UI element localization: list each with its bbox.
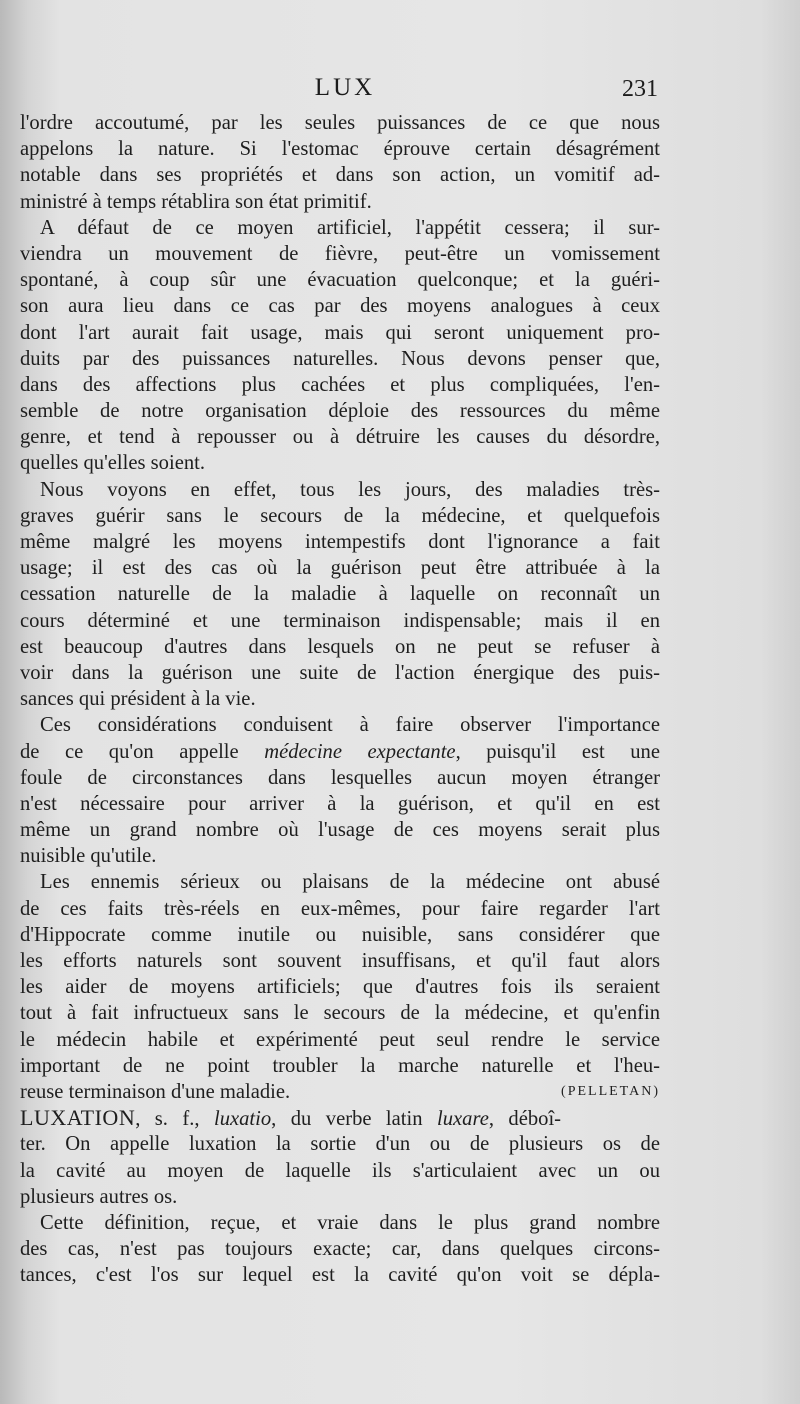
text-line: la cavité au moyen de laquelle ils s'articulaient avec un ou (20, 1159, 660, 1182)
text-line: semble de notre organisation déploie des ressources du même (20, 400, 660, 423)
text-run: de ce qu'on appelle (20, 740, 239, 763)
text-run: , puisqu'il est une (455, 740, 660, 763)
text-line: nuisible qu'utile. (20, 845, 157, 868)
running-head: LUX (314, 74, 376, 101)
text-line: important de ne point troubler la marche naturelle et l'heu- (20, 1054, 660, 1077)
text-line: de ces faits très-réels en eux-mêmes, pour faire regarder l'art (20, 897, 660, 920)
entry-heading-line (20, 1105, 660, 1131)
text-line: duits par des puissances naturelles. Nous devons penser que, (20, 347, 660, 370)
text-line: quelles qu'elles soient. (20, 452, 206, 475)
body-text (20, 110, 660, 1288)
text-line: les aider de moyens artificiels; que d'autres fois ils seraient (20, 976, 660, 999)
latin-verb: luxare (436, 1108, 489, 1131)
text-line: cessation naturelle de la maladie à laquelle on reconnaît un (20, 583, 660, 606)
text-line: notable dans ses propriétés et dans son action, un vomitif ad- (20, 164, 660, 187)
text-line: même un grand nombre où l'usage de ces moyens serait plus (20, 819, 660, 842)
text-line: appelons la nature. Si l'estomac éprouve certain désagrément (20, 138, 660, 161)
text-line: dont l'art aurait fait usage, mais qui seront uniquement pro- (20, 321, 660, 344)
text-line: graves guérir sans le secours de la médecine, et quelquefois (20, 504, 660, 527)
text-line: est beaucoup d'autres dans lesquels on ne peut se refuser à (20, 635, 660, 658)
text-line: son aura lieu dans ce cas par des moyens analogues à ceux (20, 295, 660, 318)
text-line: dans des affections plus cachées et plus compliquées, l'en- (20, 373, 660, 396)
text-line: Les ennemis sérieux ou plaisans de la médecine ont abusé (40, 871, 660, 894)
text-line: les efforts naturels sont souvent insuffisans, et qu'il faut alors (20, 950, 660, 972)
text-run: , déboî- (488, 1108, 562, 1131)
latin-term: luxatio (213, 1108, 272, 1131)
text-line: ministré à temps rétablira son état primitif. (20, 190, 372, 213)
text-line: Nous voyons en effet, tous les jours, des maladies très- (40, 478, 660, 501)
text-line: A défaut de ce moyen artificiel, l'appétit cessera; il sur- (40, 216, 660, 239)
text-line: sances qui président à la vie. (20, 688, 256, 711)
text-line: viendra un mouvement de fièvre, peut-être un vomissement (20, 242, 660, 265)
text-line: plusieurs autres os. (20, 1185, 178, 1208)
text-line: usage; il est des cas où la guérison peut être attribuée à la (20, 557, 660, 580)
text-line: tout à fait infructueux sans le secours de la médecine, et qu'enfin (20, 1002, 660, 1025)
text-line: ter. On appelle luxation la sortie d'un ou de plusieurs os de (20, 1133, 660, 1156)
text-line: cours déterminé et une terminaison indispensable; mais il en (20, 609, 660, 632)
text-line: foule de circonstances dans lesquelles aucun moyen étranger (20, 766, 660, 789)
page-number: 231 (622, 76, 658, 102)
text-line: genre, et tend à repousser ou à détruire les causes du désordre, (20, 426, 660, 449)
text-line (20, 1079, 660, 1105)
text-line: même malgré les moyens intempestifs dont l'ignorance a fait (20, 531, 660, 553)
text-line: Ces considérations conduisent à faire observer l'importance (40, 714, 660, 737)
text-line: Cette définition, reçue, et vraie dans le plus grand nombre (40, 1211, 660, 1234)
text-line: spontané, à coup sûr une évacuation quelconque; et la guéri- (20, 269, 660, 292)
author-signature: (PELLETAN) (561, 1083, 660, 1099)
text-run: reuse terminaison d'une maladie. (20, 1080, 291, 1103)
text-line: le médecin habile et expérimenté peut seul rendre le service (20, 1028, 660, 1051)
text-line: des cas, n'est pas toujours exacte; car, dans quelques circons- (20, 1238, 660, 1261)
entry-term: LUXATION (20, 1105, 136, 1131)
text-line: tances, c'est l'os sur lequel est la cavité qu'on voit se dépla- (20, 1264, 660, 1287)
page-header (0, 74, 800, 106)
text-line: l'ordre accoutumé, par les seules puissances de ce que nous (20, 112, 660, 134)
text-line: voir dans la guérison une suite de l'action énergique des puis- (20, 661, 660, 684)
text-run: , du verbe latin (271, 1108, 423, 1131)
italic-term: médecine expectante (264, 740, 456, 763)
text-line (20, 739, 660, 765)
text-line: n'est nécessaire pour arriver à la guérison, et qu'il en est (20, 792, 660, 815)
text-run: , s. f., (135, 1108, 200, 1131)
text-line: d'Hippocrate comme inutile ou nuisible, sans considérer que (20, 923, 660, 946)
